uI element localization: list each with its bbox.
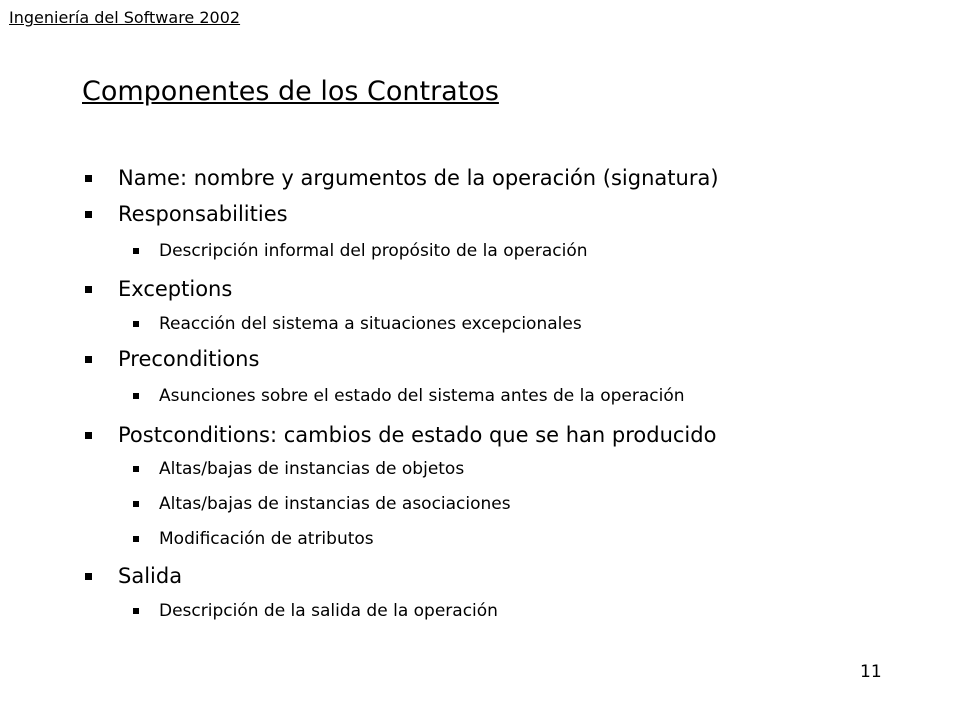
- bullet-text: Name: nombre y argumentos de la operación (signatura): [118, 166, 719, 190]
- square-bullet-icon: [85, 175, 92, 182]
- bullet-text: Postconditions: cambios de estado que se han producido: [118, 423, 717, 447]
- square-bullet-icon: [85, 573, 92, 580]
- page-number: 11: [860, 662, 882, 682]
- square-bullet-icon: [133, 248, 139, 254]
- sub-bullet-item: [130, 494, 511, 514]
- sub-bullet-item: [130, 601, 498, 621]
- bullet-item-postconditions: [82, 423, 716, 447]
- sub-bullet-text: Asunciones sobre el estado del sistema antes de la operación: [159, 386, 685, 406]
- sub-bullet-item: [130, 241, 588, 261]
- sub-bullet-text: Modificación de atributos: [159, 529, 374, 549]
- square-bullet-icon: [85, 286, 92, 293]
- bullet-text: Exceptions: [118, 277, 233, 301]
- square-bullet-icon: [133, 501, 139, 507]
- square-bullet-icon: [85, 356, 92, 363]
- sub-bullet-item: [130, 459, 464, 479]
- sub-bullet-item: [130, 386, 685, 406]
- square-bullet-icon: [133, 536, 139, 542]
- bullet-item-exceptions: [82, 277, 232, 301]
- slide-header: Ingeniería del Software 2002: [9, 8, 241, 27]
- bullet-item-salida: [82, 564, 182, 588]
- sub-bullet-text: Reacción del sistema a situaciones excepcionales: [159, 314, 582, 334]
- sub-bullet-item: [130, 529, 374, 549]
- slide-title: Componentes de los Contratos: [82, 76, 499, 107]
- square-bullet-icon: [85, 432, 92, 439]
- sub-bullet-text: Descripción de la salida de la operación: [159, 601, 498, 621]
- sub-bullet-text: Altas/bajas de instancias de objetos: [159, 459, 465, 479]
- square-bullet-icon: [85, 211, 92, 218]
- bullet-text: Responsabilities: [118, 202, 288, 226]
- square-bullet-icon: [133, 321, 139, 327]
- square-bullet-icon: [133, 608, 139, 614]
- square-bullet-icon: [133, 393, 139, 399]
- sub-bullet-item: [130, 314, 582, 334]
- square-bullet-icon: [133, 466, 139, 472]
- sub-bullet-text: Altas/bajas de instancias de asociaciones: [159, 494, 511, 514]
- bullet-item-preconditions: [82, 347, 259, 371]
- bullet-item-name: [82, 166, 719, 190]
- bullet-text: Salida: [118, 564, 183, 588]
- bullet-text: Preconditions: [118, 347, 260, 371]
- sub-bullet-text: Descripción informal del propósito de la operación: [159, 241, 588, 261]
- bullet-item-responsabilities: [82, 202, 288, 226]
